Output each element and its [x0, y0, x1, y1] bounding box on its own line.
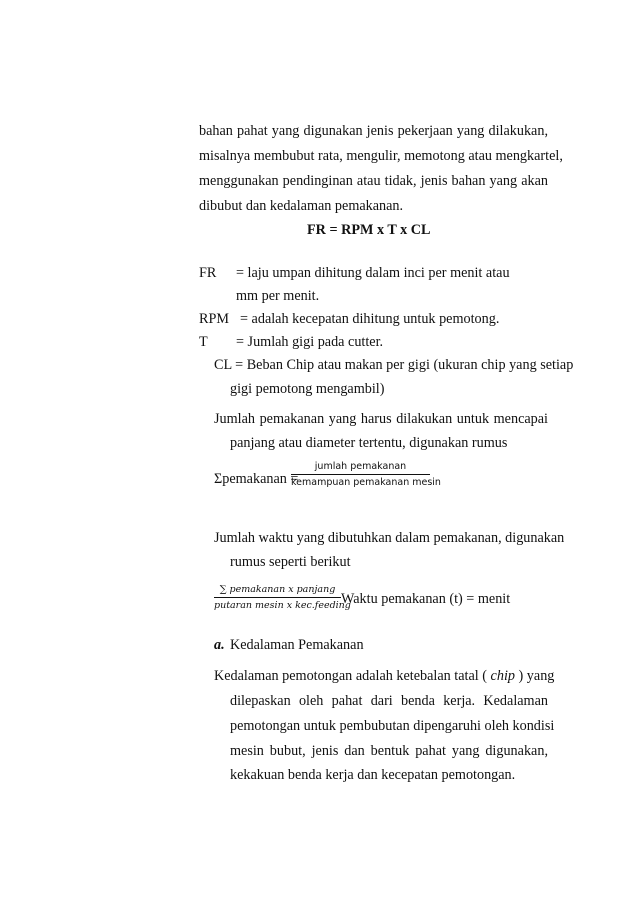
- def-fr-text: = laju umpan dihitung dalam inci per menit atau: [236, 265, 510, 281]
- fraction-bar: [214, 597, 341, 598]
- intro-line-3: menggunakan pendinginan atau tidak, jenis bahan yang akan: [199, 173, 548, 189]
- def-cl-line-1: CL = Beban Chip atau makan per gigi (ukuran chip yang setiap: [214, 357, 574, 373]
- waktu-fraction: [214, 584, 351, 611]
- intro-line-4: dibubut dan kedalaman pemakanan.: [199, 198, 404, 214]
- section-a-line-3: pemotongan untuk pembubutan dipengaruhi oleh kondisi: [230, 718, 555, 734]
- pemakanan-line-1: Jumlah pemakanan yang harus dilakukan untuk mencapai: [214, 411, 548, 427]
- section-a-line-1: [214, 668, 555, 685]
- line-1-end: ) yang: [518, 668, 555, 684]
- waktu-line-2: rumus seperti berikut: [230, 554, 351, 570]
- def-fr-symbol: FR: [199, 265, 217, 281]
- def-fr-continuation: mm per menit.: [236, 288, 320, 304]
- fraction-numerator: jumlah pemakanan: [314, 461, 407, 472]
- def-rpm-symbol: RPM: [199, 311, 229, 327]
- intro-line-1: bahan pahat yang digunakan jenis pekerjaan yang dilakukan,: [199, 123, 548, 139]
- formula-fr: FR = RPM x T x CL: [307, 222, 431, 238]
- fraction-denominator: putaran mesin x kec.feeding: [214, 600, 351, 611]
- fraction-numerator: ∑ pemakanan x panjang: [219, 584, 336, 595]
- def-t-symbol: T: [199, 334, 208, 350]
- section-a-line-5: kekakuan benda kerja dan kecepatan pemotongan.: [230, 767, 516, 783]
- chip-term: chip: [490, 668, 515, 684]
- def-t-text: = Jumlah gigi pada cutter.: [236, 334, 384, 350]
- waktu-line-1: Jumlah waktu yang dibutuhkan dalam pemakanan, digunakan: [214, 530, 565, 546]
- pemakanan-fraction: [291, 461, 441, 488]
- pemakanan-line-2: panjang atau diameter tertentu, digunakan rumus: [230, 435, 508, 451]
- section-a-line-2: dilepaskan oleh pahat dari benda kerja. Kedalaman: [230, 693, 548, 709]
- fraction-bar: [291, 474, 430, 475]
- section-a-title: Kedalaman Pemakanan: [230, 637, 364, 653]
- intro-line-2: misalnya membubut rata, mengulir, memotong atau mengkartel,: [199, 148, 563, 164]
- def-rpm-text: = adalah kecepatan dihitung untuk pemotong.: [240, 311, 500, 327]
- line-1-text: Kedalaman pemotongan adalah ketebalan tatal (: [214, 668, 487, 684]
- fraction-denominator: kemampuan pemakanan mesin: [291, 477, 441, 488]
- section-a-line-4: mesin bubut, jenis dan bentuk pahat yang digunakan,: [230, 743, 548, 759]
- waktu-rhs: Waktu pemakanan (t) = menit: [341, 591, 511, 607]
- def-cl-line-2: gigi pemotong mengambil): [230, 381, 385, 397]
- section-a-marker: a.: [214, 637, 225, 653]
- sigma-pemakanan-lhs: Σpemakanan =: [214, 471, 299, 487]
